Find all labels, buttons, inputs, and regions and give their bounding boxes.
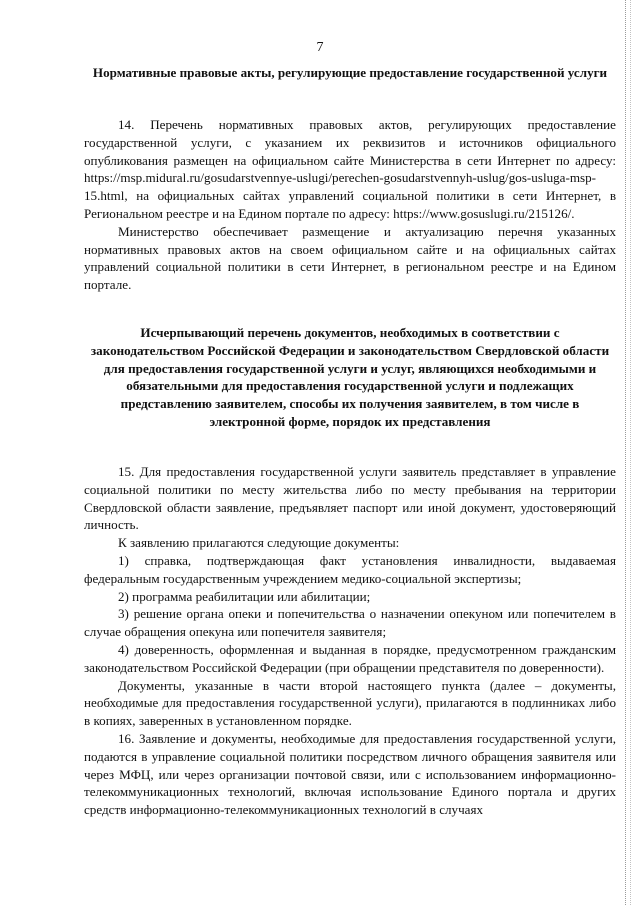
page-number: 7: [316, 40, 324, 55]
section-heading-legal-acts: Нормативные правовые акты, регулирующие предоставление государственной услуги: [92, 65, 608, 80]
list-item-4: 4) доверенность, оформленная и выданная в порядке, предусмотренном гражданским законодательством Российской Федерации (при обращении представителя по доверенности).: [84, 641, 616, 675]
section-body-documents: [84, 463, 616, 819]
list-item-1: 1) справка, подтверждающая факт установления инвалидности, выдаваемая федеральным государственным учреждением медико-социальной экспертизы;: [84, 552, 616, 586]
page-edge-line: [623, 0, 626, 905]
section-heading-documents-list: Исчерпывающий перечень документов, необходимых в соответствии с законодательством Российской Федерации и законодательством Свердловской области для предоставления государственной услуги и услуг, являющихся необходимыми и обязательными для предоставления государственной услуги и подлежащих представлению заявителем, способы их получения заявителем, в том числе в электронной форме, порядок их представления: [90, 325, 610, 429]
paragraph-15: 15. Для предоставления государственной услуги заявитель представляет в управление социальной политики по месту жительства либо по месту пребывания на территории Свердловской области заявление, предъявляет паспорт или иной документ, удостоверяющий личность.: [84, 464, 616, 533]
paragraph-attachments-intro: К заявлению прилагаются следующие документы:: [118, 535, 400, 551]
list-item-3: 3) решение органа опеки и попечительства о назначении опекуном или попечителем в случае обращения опекуна или попечителя заявителя;: [84, 606, 616, 640]
section-body-legal-acts: [84, 116, 616, 294]
paragraph-16: 16. Заявление и документы, необходимые для предоставления государственной услуги, подаются в управление социальной политики посредством личного обращения заявителя или через МФЦ, или через организации почтовой связи, или с использованием информационно-телекоммуникационных технологий, включая использование Единого портала и других средств информационно-телекоммуникационных технологий в случаях: [84, 730, 616, 818]
paragraph-14: 14. Перечень нормативных правовых актов, регулирующих предоставление государственной услуги, с указанием их реквизитов и источников официального опубликования размещен на официальном сайте Министерства в сети Интернет по адресу: https://msp.midural.ru/gosudarstvennye-uslugi/perechen-gosudarstvennyh-uslug/gos-usluga-msp-15.html, на официальных сайтах управлений социальной политики в сети Интернет, в Региональном реестре и на Едином портале по адресу: https://www.gosuslugi.ru/215126/.: [84, 117, 616, 221]
page-edge-line-outer: [628, 0, 631, 905]
list-item-2: 2) программа реабилитации или абилитации;: [118, 588, 371, 604]
paragraph-documents-note: Документы, указанные в части второй настоящего пункта (далее – документы, необходимые для предоставления государственной услуги), прилагаются в подлинниках либо в копиях, заверенных в установленном порядке.: [84, 677, 616, 729]
paragraph-ministry-posting: Министерство обеспечивает размещение и актуализацию перечня указанных нормативных правовых актов на своем официальном сайте и на официальных сайтах управлений социальной политики в сети Интернет, в региональном реестре и на Едином портале.: [84, 223, 616, 293]
